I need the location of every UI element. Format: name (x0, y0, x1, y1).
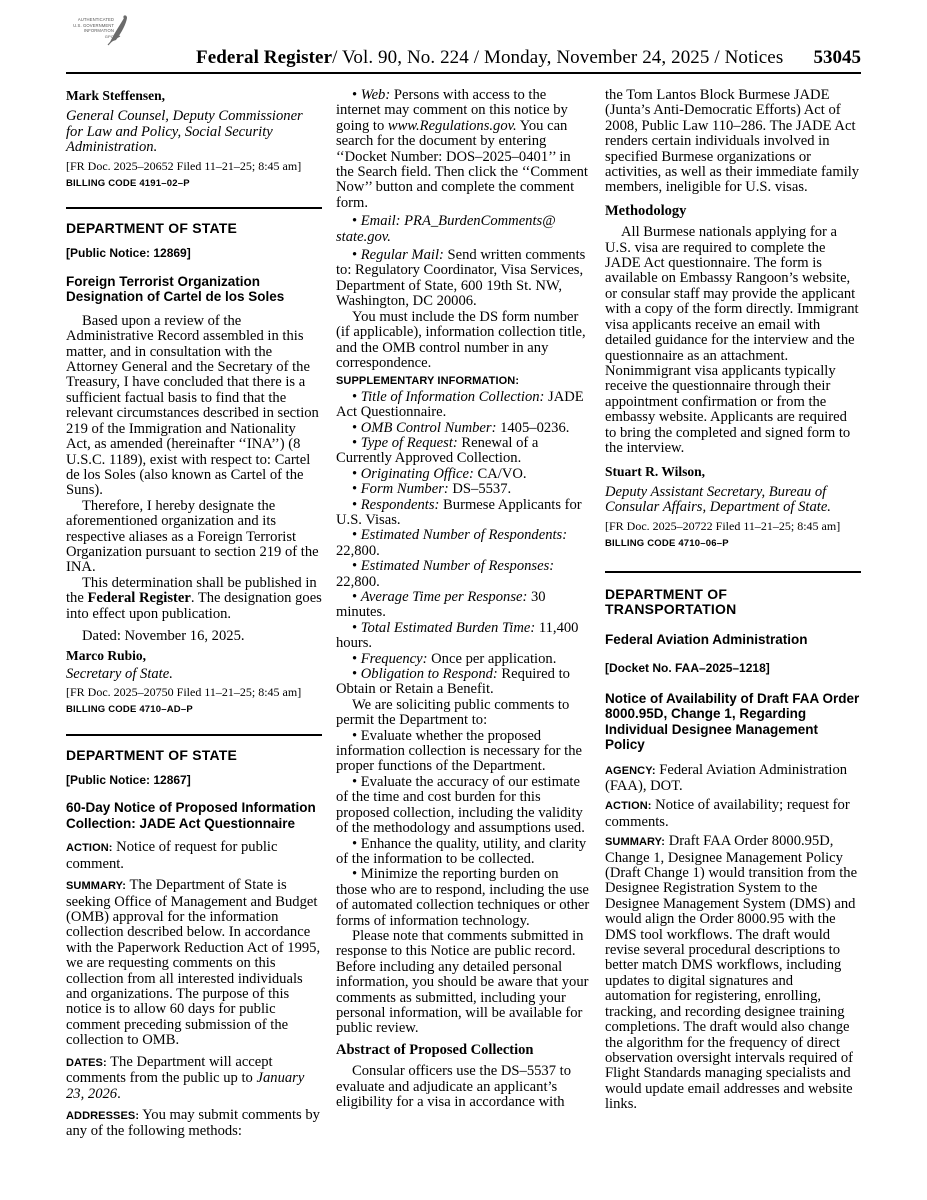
evaluation-bullets (336, 729, 592, 929)
publication-name: Federal Register (196, 47, 333, 68)
fr-doc-line: [FR Doc. 2025–20722 Filed 11–21–25; 8:45 am] (605, 518, 841, 533)
gpo-line: AUTHENTICATED (77, 17, 114, 22)
document-title: Foreign Terrorist Organization Designation of Cartel de los Soles (66, 273, 285, 305)
issue-info: / Vol. 90, No. 224 / Monday, November 24, 2025 / Notices (332, 47, 784, 68)
department-heading: DEPARTMENT OF STATE (66, 746, 238, 763)
supplementary-item: • Estimated Number of Respondents: 22,800. (336, 527, 568, 559)
page-number: 53045 (813, 47, 861, 68)
fr-doc-line: [FR Doc. 2025–20652 Filed 11–21–25; 8:45 am] (66, 158, 302, 173)
supplementary-item: • Obligation to Respond: Required to Obtain or Retain a Benefit. (336, 666, 570, 698)
abstract-heading: Abstract of Proposed Collection (336, 1041, 534, 1058)
bullet-web: • Web: Persons with access to the internet may comment on this notice by going to www.Regulations.gov. You can search for the document by entering ‘‘Docket Number: DOS–2025–0401’’ in the Search field. Then click the ‘‘Comment Now’’ button and complete the comment form. (336, 87, 588, 211)
column-3 (605, 88, 861, 1113)
supplementary-item: • Form Number: DS–5537. (352, 481, 512, 498)
fr-doc-line: [FR Doc. 2025–20750 Filed 11–21–25; 8:45 am] (66, 685, 302, 700)
gpo-eagle-logo-icon (106, 12, 128, 46)
body-paragraph: We are soliciting public comments to permit the Department to: (336, 696, 570, 729)
billing-code: BILLING CODE 4710–AD–P (66, 704, 193, 716)
signer-title: General Counsel, Deputy Commissioner for Law and Policy, Social Security Administration. (66, 108, 303, 156)
signer-name: Marco Rubio, (66, 648, 146, 664)
public-notice-number: [Public Notice: 12867] (66, 773, 191, 787)
addresses-paragraph: ADDRESSES: You may submit comments by any of the following methods: (66, 1106, 320, 1140)
supplementary-item: • Average Time per Response: 30 minutes. (336, 589, 546, 621)
summary-paragraph: SUMMARY: The Department of State is seeking Office of Management and Budget (OMB) approval for the information collection described below. In accordance with the Paperwork Reduction Act of 1995, we are requesting comments on this collection from all interested individuals and organizations. The purpose of this notice is to allow 60 days for public comment preceding submission of the collection to OMB. (66, 877, 321, 1049)
supplementary-item: • OMB Control Number: 1405–0236. (352, 419, 570, 436)
bullet-email: • Email: PRA_BurdenComments@ state.gov. (336, 213, 556, 245)
evaluation-bullet: • Enhance the quality, utility, and clarity of the information to be collected. (336, 835, 587, 867)
gpo-line: GPO (104, 33, 114, 39)
body-paragraph: You must include the DS form number (if applicable), information collection title, and the OMB control number in any correspondence. (336, 308, 586, 371)
public-notice-number: [Public Notice: 12869] (66, 246, 191, 261)
agency-heading: Federal Aviation Administration (605, 631, 808, 647)
evaluation-bullet: • Minimize the reporting burden on those who are to respond, including the use of automated collection techniques or other forms of information technology. (336, 866, 590, 929)
section-divider (66, 734, 322, 736)
department-heading: DEPARTMENT OF STATE (66, 220, 238, 237)
methodology-heading: Methodology (605, 202, 687, 219)
dates-paragraph: DATES: The Department will accept comments from the public up to January 23, 2026. (66, 1053, 305, 1102)
action-paragraph: ACTION: Notice of request for public comment. (66, 839, 278, 872)
dated-line: Dated: November 16, 2025. (82, 627, 245, 644)
evaluation-bullet: • Evaluate whether the proposed information collection is necessary for the proper functions of the Department. (336, 727, 582, 775)
gpo-line: U.S. GOVERNMENT (73, 22, 114, 28)
supplementary-item: • Frequency: Once per application. (352, 650, 557, 667)
agency-paragraph: AGENCY: Federal Aviation Administration (FAA), DOT. (605, 761, 848, 794)
document-title: Notice of Availability of Draft FAA Order 8000.95D, Change 1, Regarding Individual Designee Management Policy (605, 690, 860, 753)
supplementary-item: • Total Estimated Burden Time: 11,400 hours. (336, 619, 579, 652)
header-title (196, 47, 783, 69)
body-paragraph: All Burmese nationals applying for a U.S. visa are required to complete the JADE Act questionnaire. The form is available on Embassy Rangoon’s website, or consular staff may provide the applicant with a copy of the form directly. Immigrant visa applicants receive an email with detailed guidance for the interview and the questionnaire as an attachment. Nonimmigrant visa applicants typically receive the questionnaire through their appointment confirmation or from the embassy website. Applicants are required to bring the completed and signed form to the interview. (605, 224, 859, 456)
body-paragraph: Please note that comments submitted in response to this Notice are public record. Before including any detailed personal information, you should be aware that your comments as submitted, including your personal information, will be available for public review. (336, 927, 589, 1037)
bullet-mail: • Regular Mail: Send written comments to: Regulatory Coordinator, Visa Services, Department of State, 600 19th St. NW, Washington, DC 20006. (336, 247, 586, 310)
billing-code: BILLING CODE 4191–02–P (66, 177, 190, 189)
supplementary-item: • Respondents: Burmese Applicants for U.S. Visas. (336, 496, 582, 528)
section-divider (605, 571, 861, 573)
signer-name: Mark Steffensen, (66, 88, 165, 103)
supplementary-item: • Type of Request: Renewal of a Currently Approved Collection. (336, 434, 539, 467)
evaluation-bullet: • Evaluate the accuracy of our estimate of the time and cost burden for this proposed collection, including the validity of the methodology and assumptions used. (336, 773, 585, 837)
column-2 (336, 88, 592, 1110)
column-1 (66, 88, 322, 1140)
supplementary-item: • Estimated Number of Responses: 22,800. (336, 558, 555, 590)
docket-number: [Docket No. FAA–2025–1218] (605, 661, 770, 676)
header-rule (66, 72, 861, 74)
section-divider (66, 207, 322, 209)
gpo-line: INFORMATION (83, 28, 114, 34)
document-title: 60-Day Notice of Proposed Information Collection: JADE Act Questionnaire (66, 800, 316, 831)
body-paragraph: Based upon a review of the Administrative Record assembled in this matter, and in consultation with the Attorney General and the Secretary of the Treasury, I have concluded that there is a sufficient factual basis to find that the relevant circumstances described in section 219 of the Immigration and Nationality Act, as amended (hereinafter ‘‘INA’’) (8 U.S.C. 1189), exist with respect to: Cartel de los Soles (also known as Cartel of the Suns). (66, 312, 319, 499)
supplementary-label: SUPPLEMENTARY INFORMATION: (336, 375, 520, 388)
supplementary-item: • Title of Information Collection: JADE Act Questionnaire. (336, 388, 584, 421)
action-paragraph: ACTION: Notice of availability; request for comments. (605, 797, 850, 830)
body-paragraph: Therefore, I hereby designate the aforementioned organization and its respective aliases as a Foreign Terrorist Organization pursuant to section 219 of the INA. (66, 497, 319, 576)
department-heading: DEPARTMENT OF TRANSPORTATION (605, 585, 737, 618)
body-paragraph: the Tom Lantos Block Burmese JADE (Junta’s Anti-Democratic Efforts) Act of 2008, Public Law 110–286. The JADE Act renders certain individuals involved in specified Burmese organizations or activities, as well as their immediate family members, ineligible for U.S. visas. (605, 87, 860, 196)
supplementary-item: • Originating Office: CA/VO. (352, 465, 527, 482)
summary-paragraph: SUMMARY: Draft FAA Order 8000.95D, Change 1, Designee Management Policy (Draft Change 1) would transition from the Designee Registration System to the Designee Management System (DMS) and would align the Order 8000.95 with the DMS tool workflows. The draft would revise several procedural descriptions to better match DMS workflows, including updates to digital signatures and automation for registering, enrolling, tracking, and recording designee training completions. The draft would also change the algorithm for the frequency of direct observation oversight intervals required of Flight Standards managing specialists and would update email addresses and website links. (605, 833, 858, 1113)
signer-title: Deputy Assistant Secretary, Bureau of Consular Affairs, Department of State. (605, 483, 831, 516)
billing-code: BILLING CODE 4710–06–P (605, 537, 729, 549)
signer-title: Secretary of State. (66, 665, 173, 682)
body-paragraph: This determination shall be published in the Federal Register. The designation goes into effect upon publication. (66, 574, 322, 622)
supplementary-items (336, 390, 592, 698)
body-paragraph: Consular officers use the DS–5537 to evaluate and adjudicate an applicant’s eligibility for a visa in accordance with (336, 1063, 572, 1110)
signer-name: Stuart R. Wilson, (605, 464, 706, 480)
